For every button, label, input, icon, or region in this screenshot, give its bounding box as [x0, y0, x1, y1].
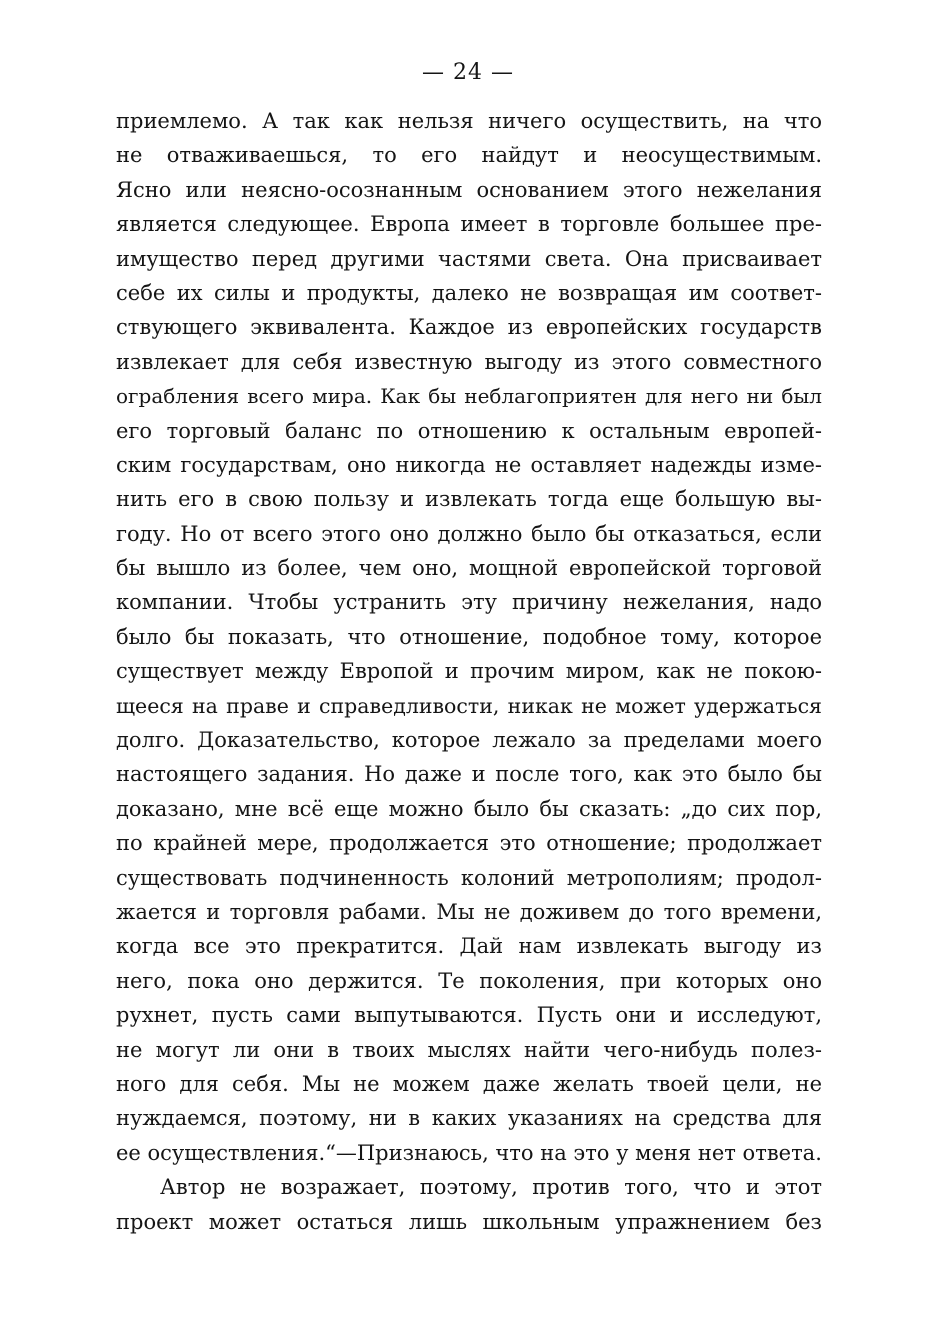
- paragraph-1: [116, 104, 822, 1170]
- text-line: не отваживаешься, то его найдут и неосуществимым.: [116, 143, 822, 168]
- text-line: себе их силы и продукты, далеко не возвращая им соответ-: [116, 280, 822, 305]
- text-line: Автор не возражает, поэтому, против того, что и этот: [160, 1175, 822, 1200]
- body-text: [116, 104, 822, 1239]
- text-line: ским государствам, оно никогда не оставляет надежды изме-: [116, 452, 822, 477]
- text-line: по крайней мере, продолжается это отношение; продолжает: [116, 831, 822, 856]
- text-line: доказано, мне всё еще можно было бы сказать: „до сих пор,: [116, 796, 822, 821]
- text-line: него, пока оно держится. Те поколения, при которых оно: [116, 968, 822, 993]
- text-line: приемлемо. А так как нельзя ничего осуществить, на что: [116, 109, 822, 133]
- paragraph-2: [116, 1170, 822, 1239]
- text-line: существовать подчиненность колоний метрополиям; продол-: [116, 865, 822, 890]
- text-line: когда все это прекратится. Дай нам извлекать выгоду из: [116, 934, 822, 959]
- text-line: настоящего задания. Но даже и после того, как это было бы: [116, 762, 822, 787]
- text-line: не могут ли они в твоих мыслях найти чего-нибудь полез-: [116, 1037, 822, 1062]
- text-line: Ясно или неясно-осознанным основанием этого нежелания: [116, 177, 822, 202]
- text-line: проект может остаться лишь школьным упражнением без: [116, 1209, 822, 1234]
- text-line: компании. Чтобы устранить эту причину нежелания, надо: [116, 590, 822, 615]
- text-line: нуждаемся, поэтому, ни в каких указаниях на средства для: [116, 1106, 822, 1131]
- text-line: является следующее. Европа имеет в торговле большее пре-: [116, 212, 822, 237]
- page-number: — 24 —: [422, 60, 514, 85]
- text-line: ного для себя. Мы не можем даже желать твоей цели, не: [116, 1071, 822, 1096]
- text-line: ствующего эквивалента. Каждое из европейских государств: [116, 315, 822, 340]
- text-line: ее осуществления.“—Признаюсь, что на это у меня нет ответа.: [116, 1140, 822, 1165]
- text-line: рухнет, пусть сами выпутываются. Пусть они и исследуют,: [116, 1003, 822, 1028]
- text-line: было бы показать, что отношение, подобное тому, которое: [116, 624, 822, 649]
- text-line: году. Но от всего этого оно должно было бы отказаться, если: [116, 521, 822, 546]
- text-line: ограбления всего мира. Как бы неблагоприятен для него ни был: [116, 384, 822, 409]
- text-line: долго. Доказательство, которое лежало за пределами моего: [116, 728, 822, 753]
- text-line: имущество перед другими частями света. Она присваивает: [116, 246, 822, 271]
- text-line: нить его в свою пользу и извлекать тогда еще большую вы-: [116, 487, 822, 512]
- text-line: щееся на праве и справедливости, никак не может удержаться: [116, 693, 822, 718]
- text-line: извлекает для себя известную выгоду из этого совместного: [116, 349, 822, 374]
- text-line: жается и торговля рабами. Мы не доживем до того времени,: [116, 899, 822, 924]
- text-line: бы вышло из более, чем оно, мощной европейской торговой: [116, 556, 822, 581]
- text-line: существует между Европой и прочим миром, как не покою-: [116, 659, 822, 684]
- text-line: его торговый баланс по отношению к остальным европей-: [116, 418, 822, 443]
